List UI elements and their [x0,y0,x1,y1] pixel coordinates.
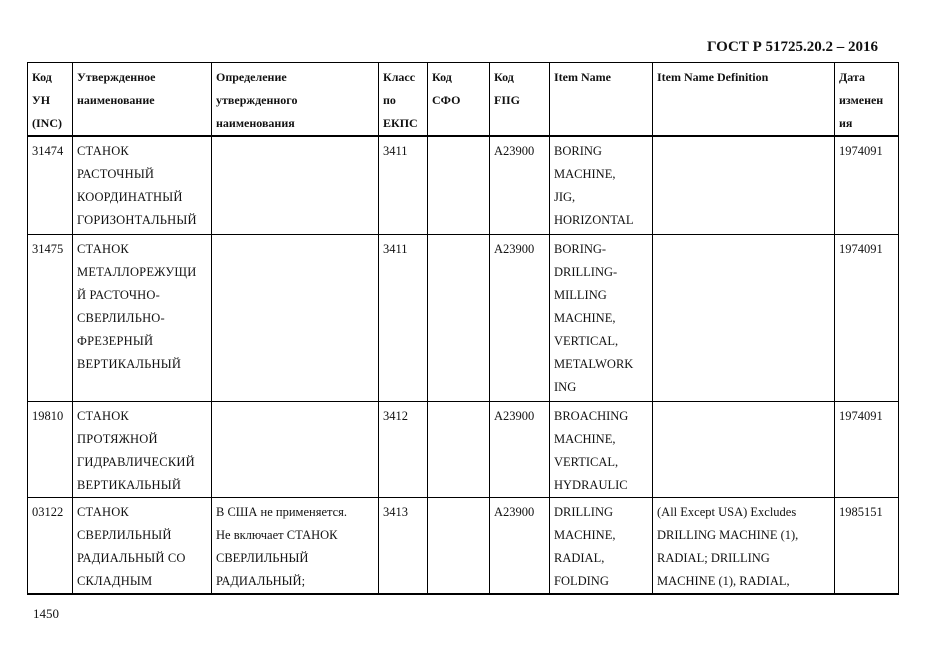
column-header-sfo-code: Код СФО [428,63,490,137]
cell-approved-name: СТАНОК ПРОТЯЖНОЙ ГИДРАВЛИЧЕСКИЙ ВЕРТИКАЛЬНЫЙ [73,401,212,497]
item-catalog-table [27,62,899,595]
cell-inc: 03122 [28,497,73,594]
cell-item-name-definition: (All Except USA) Excludes DRILLING MACHINE (1), RADIAL; DRILLING MACHINE (1), RADIAL, [653,497,835,594]
column-header-approved-name: Утвержденное наименование [73,63,212,137]
cell-sfo-code [428,497,490,594]
cell-item-name: BROACHING MACHINE, VERTICAL, HYDRAULIC [550,401,653,497]
column-header-fiig-code: Код FIIG [490,63,550,137]
cell-change-date: 1974091 [835,136,899,234]
cell-item-name: BORING MACHINE, JIG, HORIZONTAL [550,136,653,234]
cell-change-date: 1985151 [835,497,899,594]
table-row [28,234,899,401]
cell-ekps-class: 3411 [379,234,428,401]
table-row [28,401,899,497]
page-number: 1450 [33,606,59,621]
cell-ekps-class: 3411 [379,136,428,234]
cell-fiig-code: A23900 [490,136,550,234]
column-header-definition: Определение утвержденного наименования [212,63,379,137]
table-header-row [28,63,899,137]
cell-fiig-code: A23900 [490,497,550,594]
cell-definition [212,234,379,401]
cell-definition: В США не применяется. Не включает СТАНОК СВЕРЛИЛЬНЫЙ РАДИАЛЬНЫЙ; [212,497,379,594]
column-header-item-name: Item Name [550,63,653,137]
column-header-change-date: Дата изменен ия [835,63,899,137]
cell-change-date: 1974091 [835,401,899,497]
cell-definition [212,401,379,497]
cell-fiig-code: A23900 [490,401,550,497]
table-row [28,136,899,234]
column-header-item-name-definition: Item Name Definition [653,63,835,137]
cell-item-name-definition [653,234,835,401]
column-header-inc: Код УН (INC) [28,63,73,137]
table-row [28,497,899,594]
cell-definition [212,136,379,234]
column-header-ekps-class: Класс по ЕКПС [379,63,428,137]
cell-inc: 31475 [28,234,73,401]
cell-inc: 19810 [28,401,73,497]
cell-ekps-class: 3413 [379,497,428,594]
cell-sfo-code [428,234,490,401]
cell-approved-name: СТАНОК МЕТАЛЛОРЕЖУЩИ Й РАСТОЧНО- СВЕРЛИЛЬНО- ФРЕЗЕРНЫЙ ВЕРТИКАЛЬНЫЙ [73,234,212,401]
cell-item-name-definition [653,401,835,497]
document-standard-title: ГОСТ Р 51725.20.2 – 2016 [707,39,879,55]
cell-inc: 31474 [28,136,73,234]
cell-approved-name: СТАНОК СВЕРЛИЛЬНЫЙ РАДИАЛЬНЫЙ СО СКЛАДНЫМ [73,497,212,594]
cell-sfo-code [428,136,490,234]
cell-item-name-definition [653,136,835,234]
cell-item-name: BORING- DRILLING- MILLING MACHINE, VERTICAL, METALWORK ING [550,234,653,401]
cell-approved-name: СТАНОК РАСТОЧНЫЙ КООРДИНАТНЫЙ ГОРИЗОНТАЛЬНЫЙ [73,136,212,234]
cell-fiig-code: A23900 [490,234,550,401]
cell-ekps-class: 3412 [379,401,428,497]
cell-sfo-code [428,401,490,497]
cell-change-date: 1974091 [835,234,899,401]
cell-item-name: DRILLING MACHINE, RADIAL, FOLDING [550,497,653,594]
